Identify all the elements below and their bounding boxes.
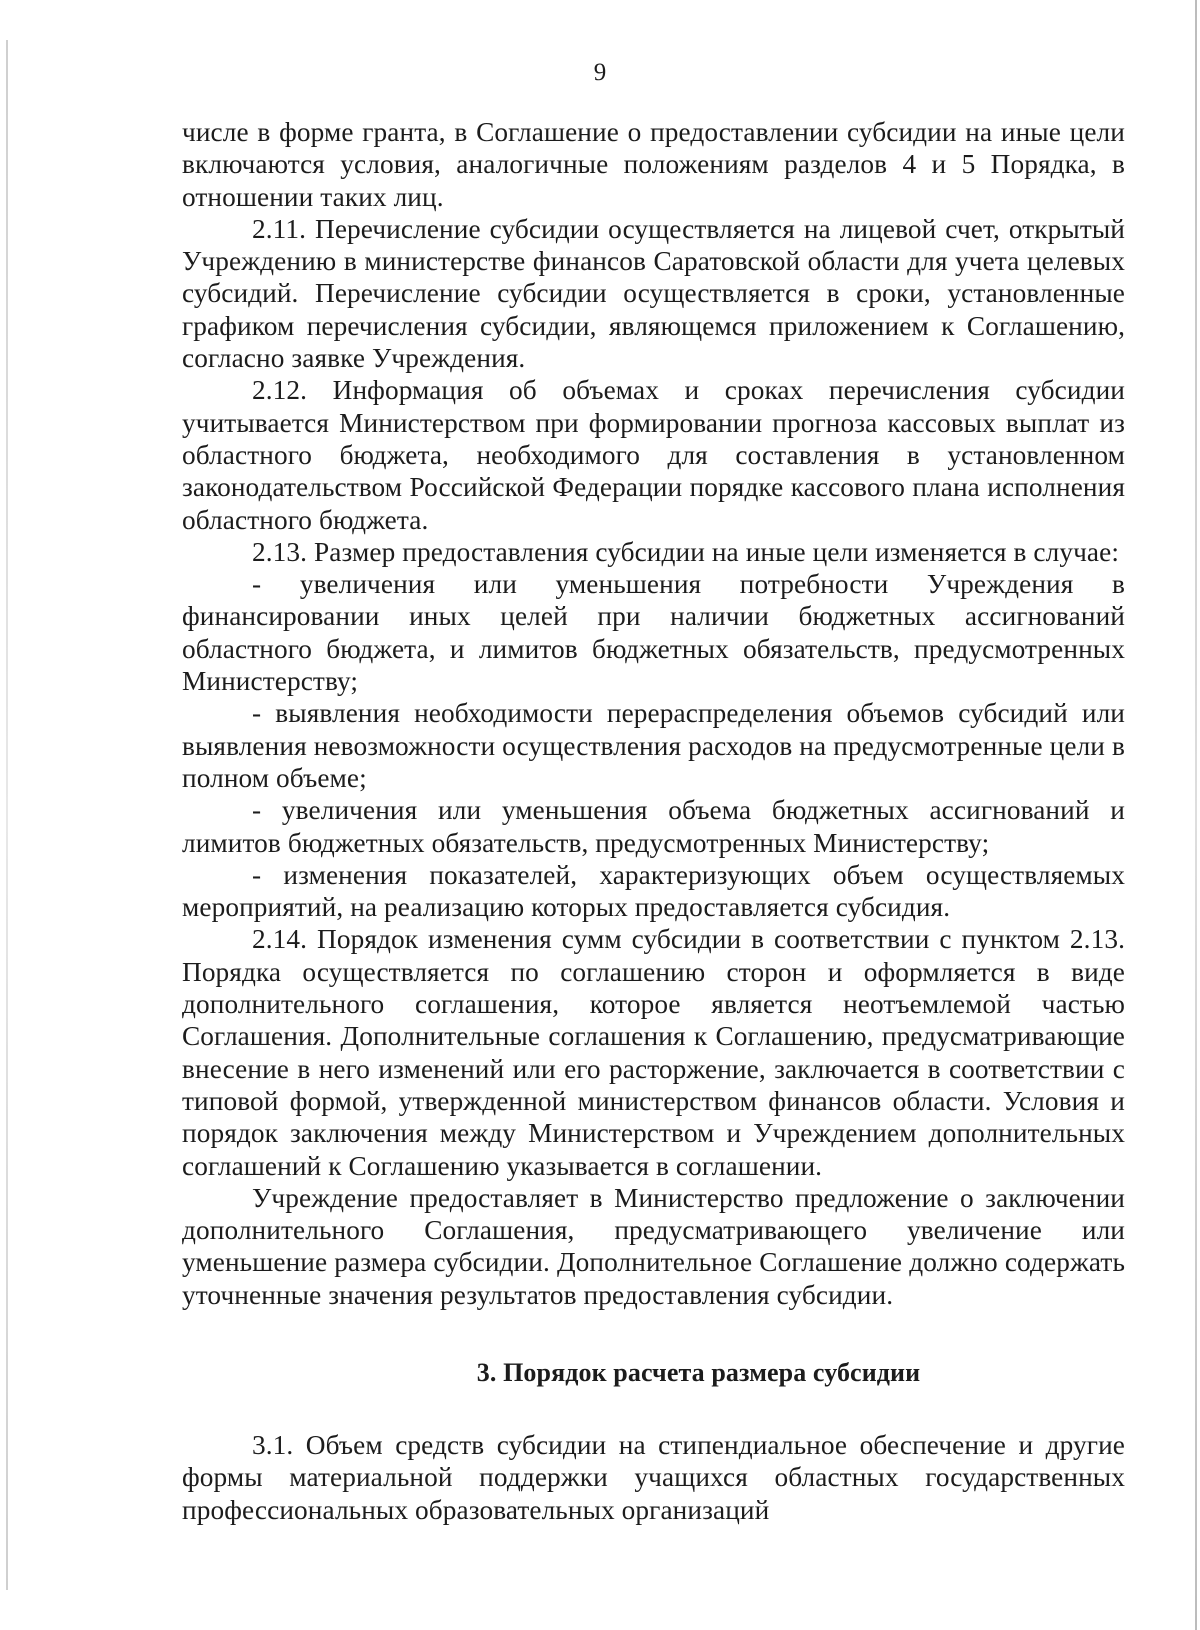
section-heading: 3. Порядок расчета размера субсидии bbox=[476, 1357, 921, 1387]
paragraph-3-1: 3.1. Объем средств субсидии на стипендиальное обеспечение и другие формы материальной поддержки учащихся областных государственных профессиональных образовательных организаций bbox=[182, 1429, 1125, 1525]
scan-edge-left bbox=[6, 40, 8, 1590]
list-item: - выявления необходимости перераспределения объемов субсидий или выявления невозможности осуществления расходов на предусмотренные цели в полном объеме; bbox=[182, 698, 1125, 793]
list-item: - увеличения или уменьшения потребности Учреждения в финансировании иных целей при наличии бюджетных ассигнований областного бюджета, и лимитов бюджетных обязательств, предусмотренных Министерству; bbox=[182, 569, 1125, 697]
document-body bbox=[182, 116, 1125, 1526]
scan-edge-right bbox=[1195, 0, 1197, 1630]
paragraph-2-11: 2.11. Перечисление субсидии осуществляется на лицевой счет, открытый Учреждению в министерстве финансов Саратовской области для учета целевых субсидий. Перечисление субсидии осуществляется в сроки, установленные графиком перечисления субсидии, являющемся приложением к Соглашению, согласно заявке Учреждения. bbox=[182, 213, 1125, 374]
list-item: - увеличения или уменьшения объема бюджетных ассигнований и лимитов бюджетных обязательств, предусмотренных Министерству; bbox=[182, 795, 1125, 858]
page-number: 9 bbox=[593, 59, 607, 86]
paragraph-2-14: 2.14. Порядок изменения сумм субсидии в соответствии с пунктом 2.13. Порядка осуществляется по соглашению сторон и оформляется в виде дополнительного соглашения, которое является неотъемлемой частью Соглашения. Дополнительные соглашения к Соглашению, предусматривающие внесение в него изменений или его расторжение, заключается в соответствии с типовой формой, утвержденной министерством финансов области. Условия и порядок заключения между Министерством и Учреждением дополнительных соглашений к Соглашению указывается в соглашении. bbox=[182, 924, 1125, 1181]
paragraph-institution-proposal: Учреждение предоставляет в Министерство предложение о заключении дополнительного Соглашения, предусматривающего увеличение или уменьшение размера субсидии. Дополнительное Соглашение должно содержать уточненные значения результатов предоставления субсидии. bbox=[182, 1182, 1125, 1310]
paragraph-continuation: числе в форме гранта, в Соглашение о предоставлении субсидии на иные цели включаются условия, аналогичные положениям разделов 4 и 5 Порядка, в отношении таких лиц. bbox=[182, 117, 1125, 212]
list-item: - изменения показателей, характеризующих объем осуществляемых мероприятий, на реализацию которых предоставляется субсидия. bbox=[182, 859, 1125, 923]
paragraph-2-13: 2.13. Размер предоставления субсидии на иные цели изменяется в случае: bbox=[252, 536, 1120, 567]
paragraph-2-12: 2.12. Информация об объемах и сроках перечисления субсидии учитывается Министерством при формировании прогноза кассовых выплат из областного бюджета, необходимого для составления в установленном законодательством Российской Федерации порядке кассового плана исполнения областного бюджета. bbox=[182, 375, 1125, 535]
